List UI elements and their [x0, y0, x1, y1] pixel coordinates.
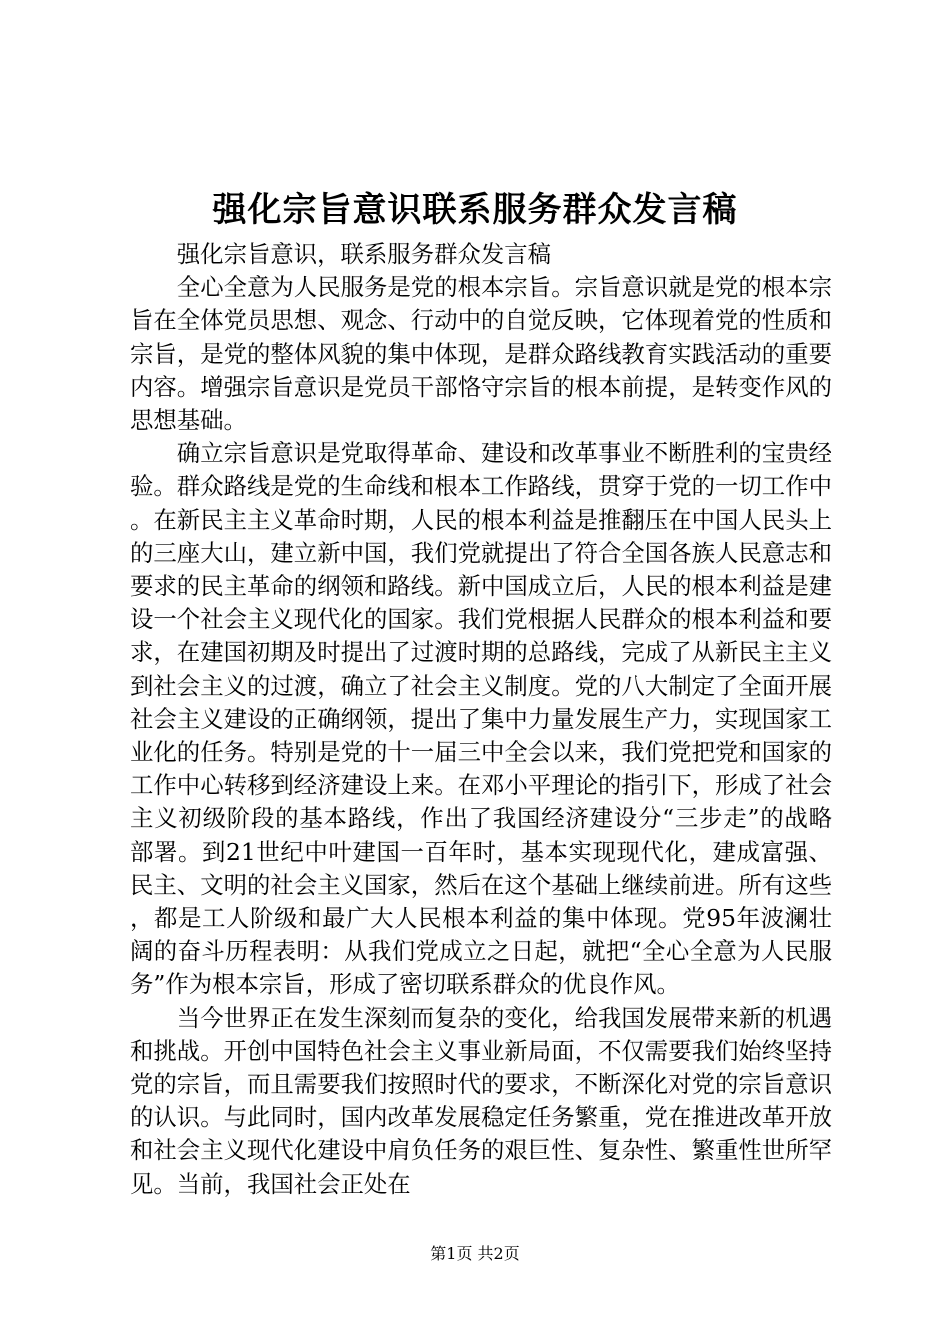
- document-title: 强化宗旨意识联系服务群众发言稿: [212, 190, 738, 230]
- document-body: [130, 238, 832, 1201]
- paragraph-2: 确立宗旨意识是党取得革命、建设和改革事业不断胜利的宝贵经验。群众路线是党的生命线和根本工作路线，贯穿于党的一切工作中。在新民主主义革命时期，人民的根本利益是推翻压在中国人民头上的三座大山，建立新中国，我们党就提出了符合全国各族人民意志和要求的民主革命的纲领和路线。新中国成立后，人民的根本利益是建设一个社会主义现代化的国家。我们党根据人民群众的根本利益和要求，在建国初期及时提出了过渡时期的总路线，完成了从新民主主义到社会主义的过渡，确立了社会主义制度。党的八大制定了全面开展社会主义建设的正确纲领，提出了集中力量发展生产力，实现国家工业化的任务。特别是党的十一届三中全会以来，我们党把党和国家的工作中心转移到经济建设上来。在邓小平理论的指引下，形成了社会主义初级阶段的基本路线，作出了我国经济建设分“三步走”的战略部署。到21世纪中叶建国一百年时，基本实现现代化，建成富强、民主、文明的社会主义国家，然后在这个基础上继续前进。所有这些，都是工人阶级和最广大人民根本利益的集中体现。党95年波澜壮阔的奋斗历程表明：从我们党成立之日起，就把“全心全意为人民服务”作为根本宗旨，形成了密切联系群众的优良作风。: [130, 439, 832, 999]
- paragraph-3: 当今世界正在发生深刻而复杂的变化，给我国发展带来新的机遇和挑战。开创中国特色社会主义事业新局面，不仅需要我们始终坚持党的宗旨，而且需要我们按照时代的要求，不断深化对党的宗旨意识的认识。与此同时，国内改革发展稳定任务繁重，党在推进改革开放和社会主义现代化建设中肩负任务的艰巨性、复杂性、繁重性世所罕见。当前，我国社会正处在: [130, 1003, 832, 1198]
- page-footer: 第1页 共2页: [430, 1244, 520, 1263]
- paragraph-1: 全心全意为人民服务是党的根本宗旨。宗旨意识就是党的根本宗旨在全体党员思想、观念、行动中的自觉反映，它体现着党的性质和宗旨，是党的整体风貌的集中体现，是群众路线教育实践活动的重要内容。增强宗旨意识是党员干部恪守宗旨的根本前提，是转变作风的思想基础。: [130, 273, 832, 435]
- document-subtitle: 强化宗旨意识，联系服务群众发言稿: [176, 240, 552, 268]
